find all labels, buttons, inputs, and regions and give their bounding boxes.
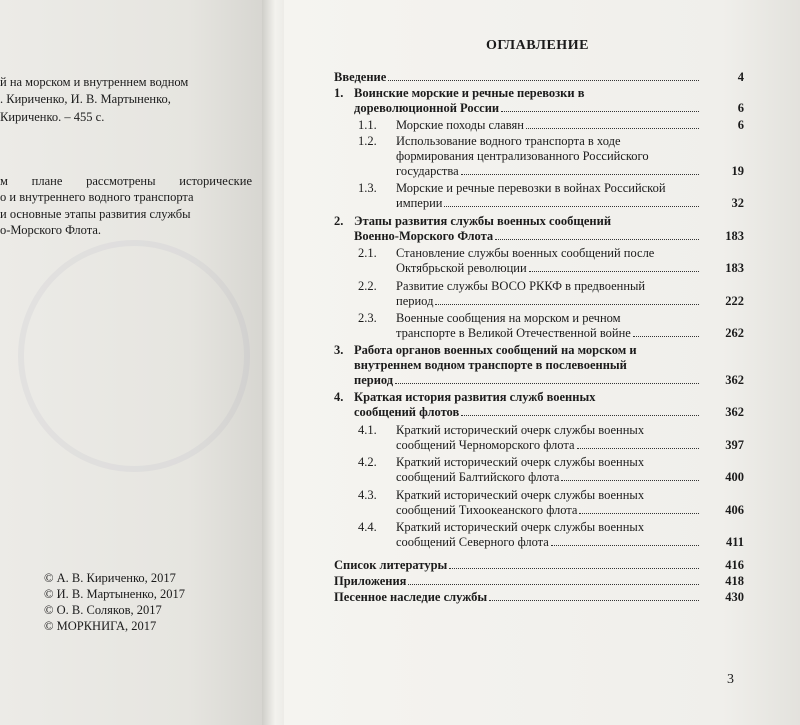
toc-entry-text: государства bbox=[396, 164, 459, 178]
dot-leader bbox=[495, 238, 699, 240]
dot-leader bbox=[461, 414, 699, 416]
toc-entry-text: Становление службы военных сообщений после bbox=[396, 246, 655, 260]
dot-leader bbox=[529, 270, 699, 272]
toc-entry bbox=[334, 86, 744, 116]
toc-entry-number: 4.3. bbox=[358, 488, 377, 502]
toc-entry bbox=[334, 520, 744, 550]
toc-entry-text: Военно-Морского Флота bbox=[354, 229, 494, 243]
toc-entry-text: Краткая история развития служб военных bbox=[354, 390, 596, 404]
dot-leader bbox=[435, 303, 699, 305]
dot-leader bbox=[526, 127, 699, 129]
toc-entry-page: 222 bbox=[725, 294, 744, 308]
toc-entry-number: 4.2. bbox=[358, 455, 377, 469]
toc-entry-text: Октябрьской революции bbox=[396, 261, 527, 275]
toc-entry-number: 3. bbox=[334, 343, 344, 357]
dot-leader bbox=[577, 447, 699, 449]
dot-leader bbox=[388, 79, 699, 81]
toc-entry-page: 406 bbox=[725, 503, 744, 517]
dot-leader bbox=[444, 205, 699, 207]
toc-entry bbox=[334, 590, 744, 605]
left-line: . Кириченко, И. В. Мартыненко, bbox=[0, 92, 171, 106]
toc-entry-text: Развитие службы ВОСО РККФ в предвоенный bbox=[396, 279, 646, 293]
toc-entry bbox=[334, 181, 744, 211]
toc-entry-text: период bbox=[396, 294, 434, 308]
toc-entry-page: 19 bbox=[731, 164, 744, 178]
toc-title: ОГЛАВЛЕНИЕ bbox=[486, 38, 589, 53]
toc-entry-number: 4. bbox=[334, 390, 344, 404]
toc-entry bbox=[334, 246, 744, 276]
toc-entry-text: Приложения bbox=[334, 574, 407, 588]
toc-entry-text: период bbox=[354, 373, 394, 387]
copyright-line: © А. В. Кириченко, 2017 bbox=[44, 571, 176, 585]
toc-entry-number: 2.3. bbox=[358, 311, 377, 325]
toc-entry-number: 4.4. bbox=[358, 520, 377, 534]
toc-entry-number: 1.1. bbox=[358, 118, 377, 132]
toc-entry bbox=[334, 488, 744, 518]
dot-leader bbox=[449, 567, 699, 569]
toc-entry-number: 2. bbox=[334, 214, 344, 228]
toc-entry bbox=[334, 574, 744, 589]
toc-entry-text: сообщений Тихоокеанского флота bbox=[396, 503, 578, 517]
toc-entry bbox=[334, 423, 744, 453]
toc-entry bbox=[334, 279, 744, 309]
left-line: й на морском и внутреннем водном bbox=[0, 75, 189, 89]
copyright-block bbox=[44, 570, 185, 634]
dot-leader bbox=[579, 512, 699, 514]
dot-leader bbox=[489, 599, 699, 601]
toc-entry-text: Морские походы славян bbox=[396, 118, 524, 132]
toc-entry-text: Краткий исторический очерк службы военных bbox=[396, 423, 645, 437]
toc-entry-text: Военные сообщения на морском и речном bbox=[396, 311, 621, 325]
toc-entry-page: 397 bbox=[725, 438, 744, 452]
toc-entry-page: 183 bbox=[725, 261, 744, 275]
toc-entry-number: 1.3. bbox=[358, 181, 377, 195]
toc-entry-text: Краткий исторический очерк службы военных bbox=[396, 488, 645, 502]
dot-leader bbox=[395, 382, 699, 384]
toc-entry-number: 4.1. bbox=[358, 423, 377, 437]
toc-entry-text: внутреннем водном транспорте в послевоенный bbox=[354, 358, 627, 372]
copyright-line: © О. В. Соляков, 2017 bbox=[44, 603, 162, 617]
toc-entry-page: 32 bbox=[731, 196, 744, 210]
toc-entry-page: 400 bbox=[725, 470, 744, 484]
toc-entry bbox=[334, 134, 744, 179]
toc-entry-text: сообщений Балтийского флота bbox=[396, 470, 560, 484]
toc-entry bbox=[334, 311, 744, 341]
toc-entry-number: 1. bbox=[334, 86, 344, 100]
toc-entry-text: Краткий исторический очерк службы военных bbox=[396, 520, 645, 534]
left-line: о-Морского Флота. bbox=[0, 223, 102, 237]
dot-leader bbox=[561, 479, 699, 481]
left-line: м плане рассмотрены исторические bbox=[0, 174, 252, 188]
toc-entry bbox=[334, 390, 744, 420]
toc-entry-page: 416 bbox=[725, 558, 744, 572]
toc-entry bbox=[334, 214, 744, 244]
toc-entry-number: 2.1. bbox=[358, 246, 377, 260]
toc-entry bbox=[334, 558, 744, 573]
toc-entry-text: сообщений флотов bbox=[354, 405, 460, 419]
dot-leader bbox=[501, 110, 699, 112]
toc-entry-page: 362 bbox=[725, 373, 744, 387]
toc-entry-text: Морские и речные перевозки в войнах Российской bbox=[396, 181, 666, 195]
left-line: Кириченко. – 455 с. bbox=[0, 110, 105, 124]
copyright-line: © МОРКНИГА, 2017 bbox=[44, 619, 157, 633]
page-number: 3 bbox=[727, 672, 734, 687]
toc-entry-text: Этапы развития службы военных сообщений bbox=[354, 214, 612, 228]
toc-entry-text: Песенное наследие службы bbox=[334, 590, 488, 604]
left-line: и основные этапы развития службы bbox=[0, 207, 191, 221]
toc-entry-text: Краткий исторический очерк службы военных bbox=[396, 455, 645, 469]
toc-entry-page: 183 bbox=[725, 229, 744, 243]
toc-entry-text: Использование водного транспорта в ходе bbox=[396, 134, 621, 148]
dot-leader bbox=[408, 583, 699, 585]
dot-leader bbox=[633, 335, 699, 337]
toc-entry-text: империи bbox=[396, 196, 443, 210]
toc-entry-text: Воинские морские и речные перевозки в bbox=[354, 86, 585, 100]
toc-entry-page: 430 bbox=[725, 590, 744, 604]
toc-entry-text: дореволюционной России bbox=[354, 101, 500, 115]
toc-entry-page: 411 bbox=[725, 535, 744, 549]
toc-entry-page: 362 bbox=[725, 405, 744, 419]
toc-entry-text: формирования централизованного Российского bbox=[396, 149, 649, 163]
left-line: о и внутреннего водного транспорта bbox=[0, 190, 194, 204]
left-page bbox=[0, 0, 268, 725]
toc-entry-number: 2.2. bbox=[358, 279, 377, 293]
dot-leader bbox=[551, 544, 699, 546]
dot-leader bbox=[461, 173, 699, 175]
toc-entry bbox=[334, 118, 744, 133]
toc-entry-number: 1.2. bbox=[358, 134, 377, 148]
toc-entry-text: Введение bbox=[334, 70, 387, 84]
toc-entry-page: 6 bbox=[737, 101, 744, 115]
toc-entry bbox=[334, 70, 744, 85]
toc-entry-page: 418 bbox=[725, 574, 744, 588]
book-gutter bbox=[262, 0, 286, 725]
toc-entry-text: сообщений Северного флота bbox=[396, 535, 549, 549]
toc-entry-page: 4 bbox=[737, 70, 744, 84]
toc-entry-text: сообщений Черноморского флота bbox=[396, 438, 575, 452]
toc-entry bbox=[334, 455, 744, 485]
toc-entry bbox=[334, 343, 744, 388]
toc-entry-text: транспорте в Великой Отечественной войне bbox=[396, 326, 631, 340]
toc-entry-page: 6 bbox=[737, 118, 744, 132]
copyright-line: © И. В. Мартыненко, 2017 bbox=[44, 587, 185, 601]
toc-entry-text: Список литературы bbox=[334, 558, 448, 572]
toc-entry-text: Работа органов военных сообщений на морском и bbox=[354, 343, 637, 357]
toc-entry-page: 262 bbox=[725, 326, 744, 340]
